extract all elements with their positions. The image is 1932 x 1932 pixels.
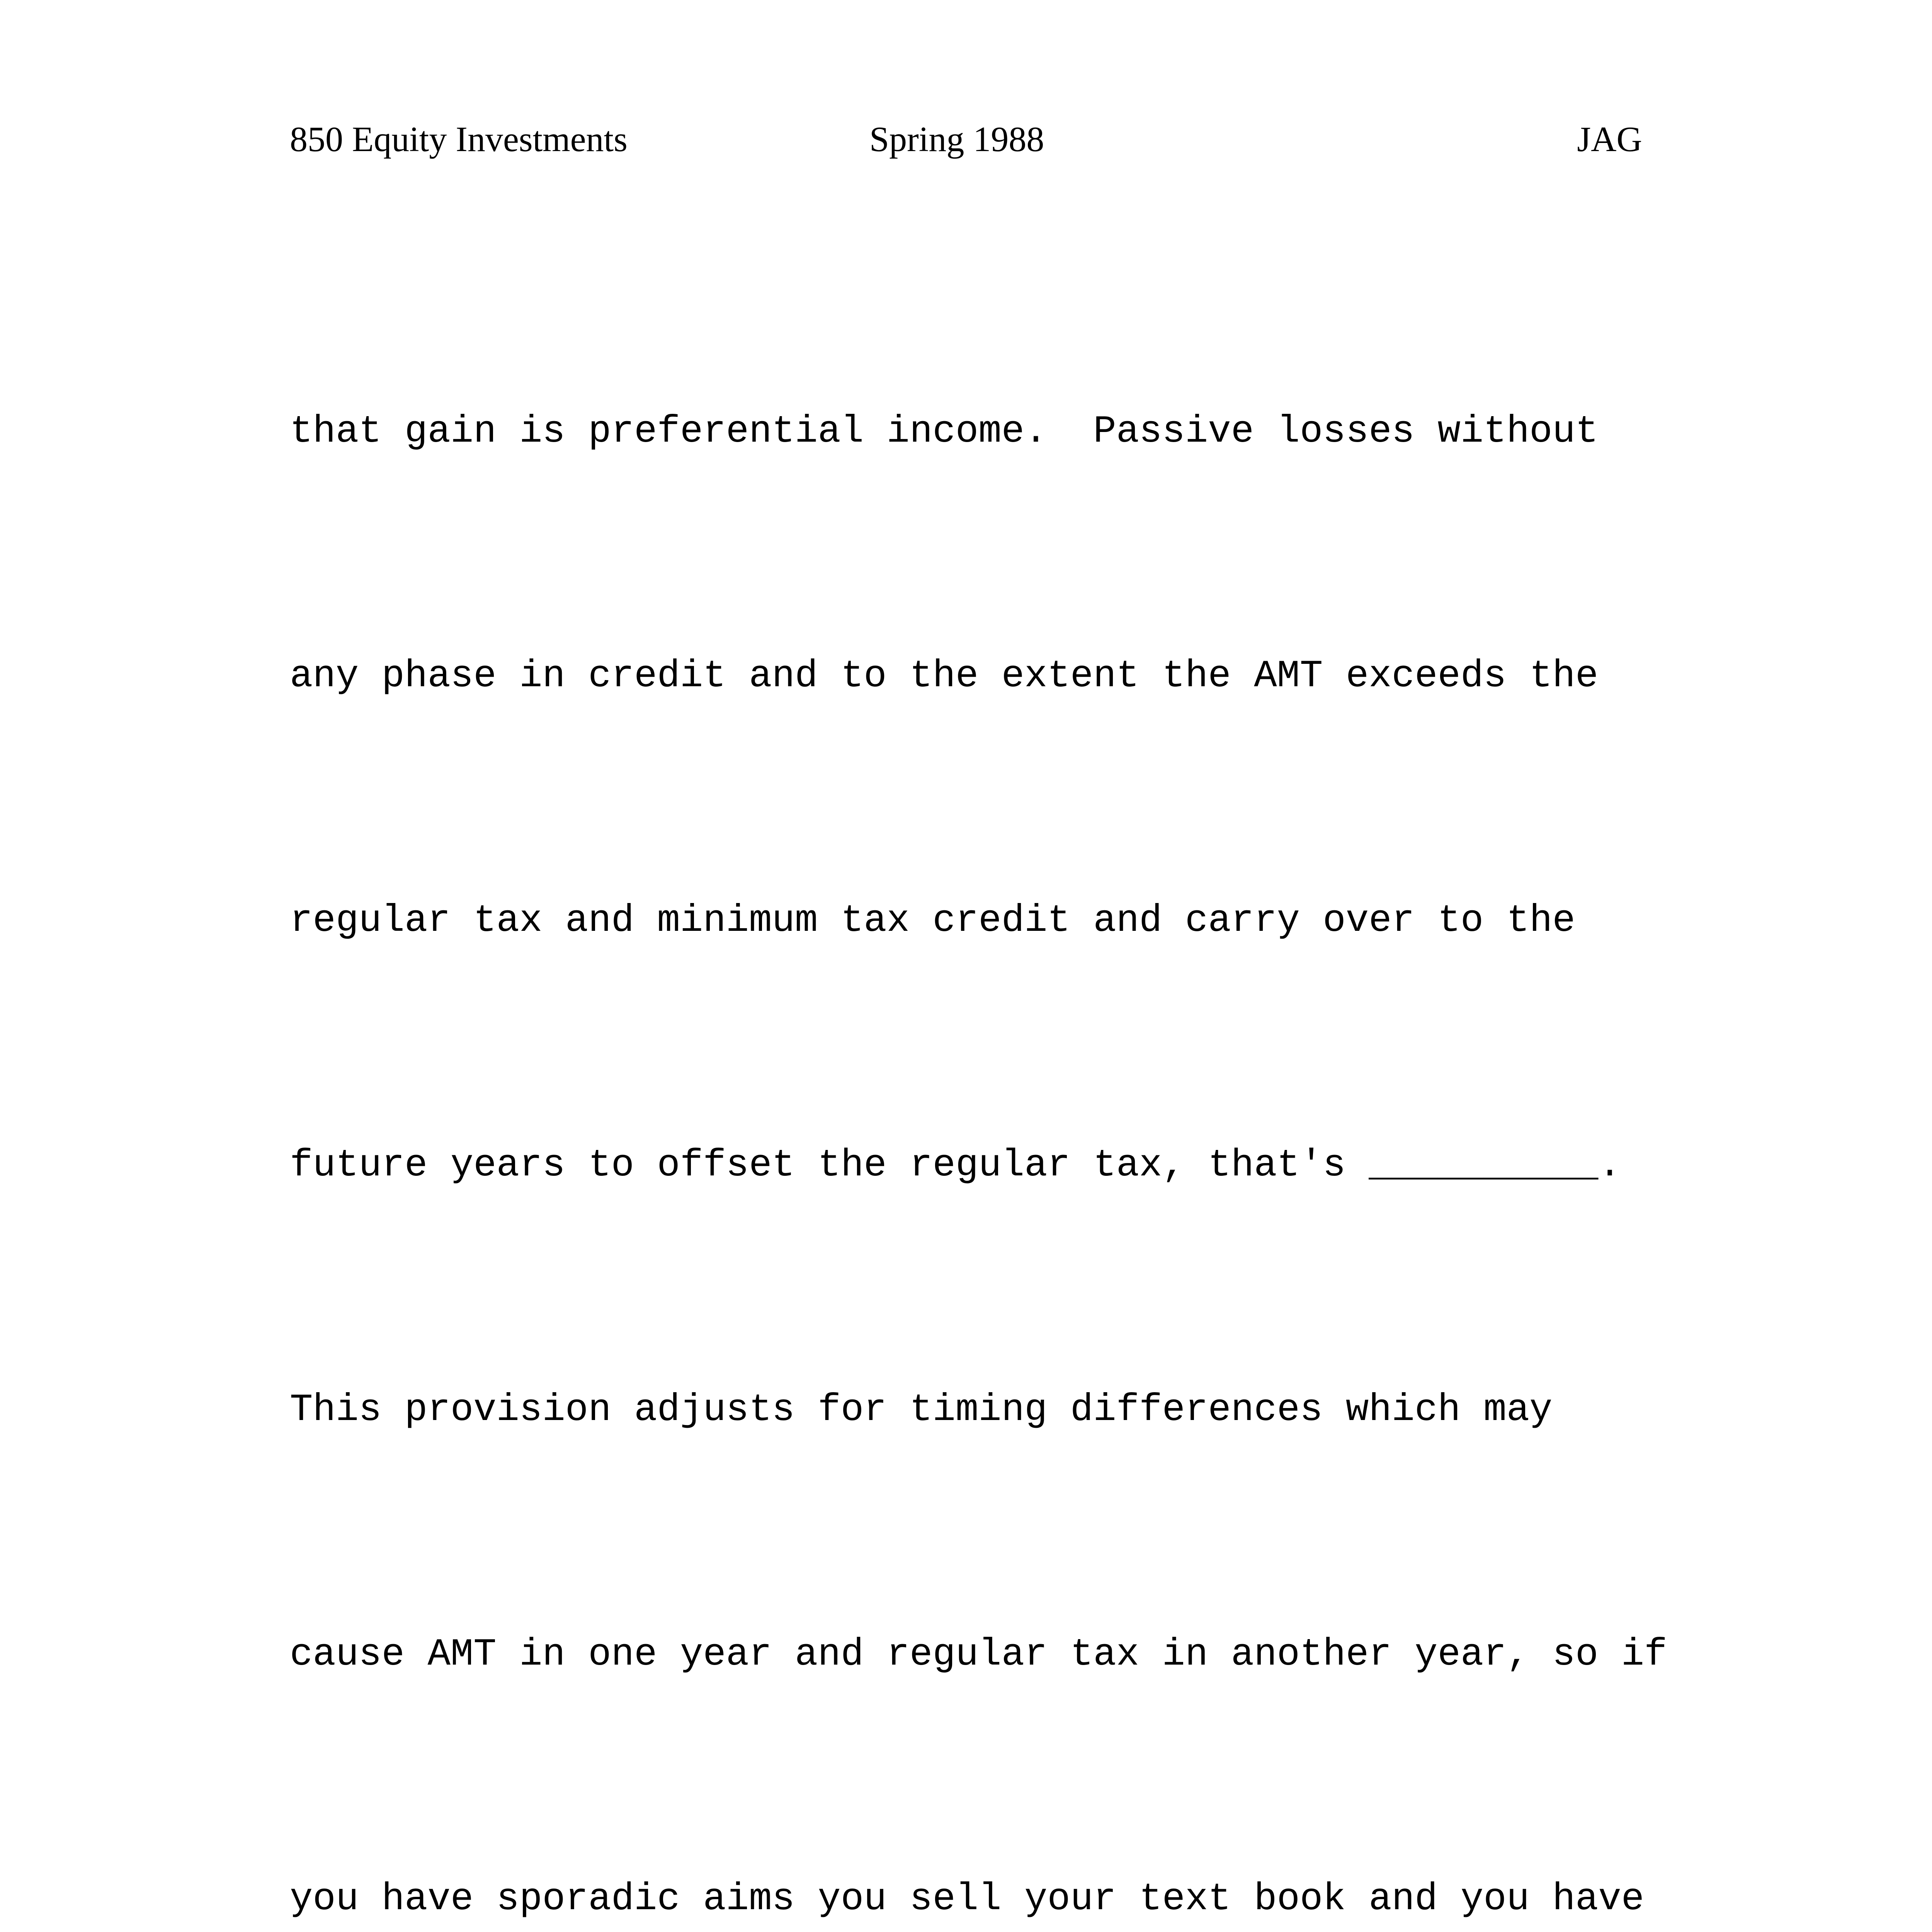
author-initials: JAG [1577,119,1642,159]
text-line: cause AMT in one year and regular tax in another year, so if [290,1633,1667,1676]
page-header [0,116,1932,162]
term-label: Spring 1988 [869,119,1044,159]
course-title: 850 Equity Investments [290,119,628,159]
text-line: you have sporadic aims you sell your text book and you have [290,1878,1645,1921]
text-line: any phase in credit and to the extent the AMT exceeds the [290,655,1599,698]
text-line: that gain is preferential income. Passive losses without [290,410,1599,453]
text-line: regular tax and minimum tax credit and carry over to the [290,899,1575,942]
text-line: future years to offset the regular tax, that's __________. [290,1144,1621,1187]
transcript-body [290,228,1719,1932]
text-line: This provision adjusts for timing differences which may [290,1388,1553,1432]
